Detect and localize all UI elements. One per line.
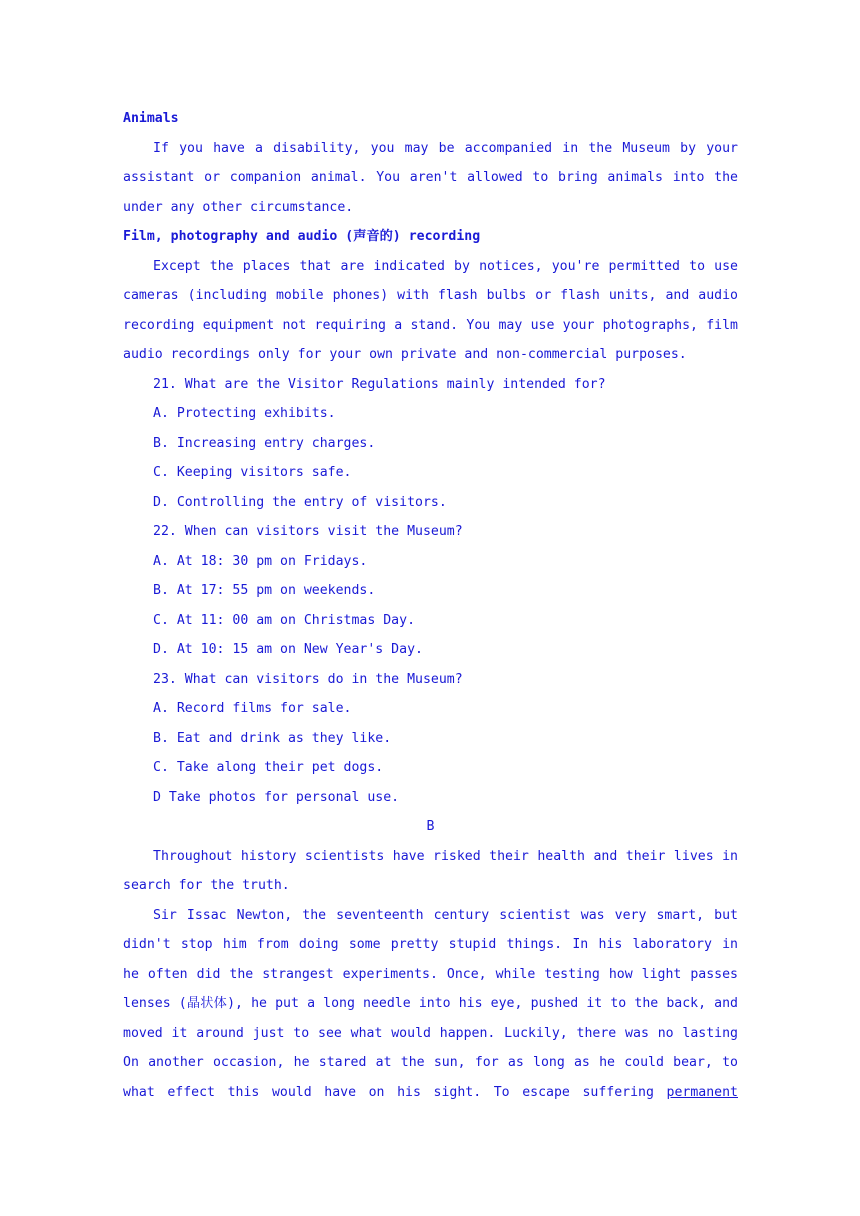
section-label-b: B	[426, 819, 435, 834]
answer-option: A. Record films for sale.	[153, 701, 352, 716]
paragraph-line: cameras (including mobile phones) with flash bulbs or flash units, and audio	[123, 288, 738, 303]
answer-option: D. At 10: 15 am on New Year's Day.	[153, 642, 423, 657]
answer-option: A. At 18: 30 pm on Fridays.	[153, 553, 368, 569]
question-stem: 23. What can visitors do in the Museum?	[153, 671, 463, 687]
section-heading-film: Film, photography and audio (声音的) recording	[123, 229, 481, 244]
answer-option: B. Eat and drink as they like.	[153, 730, 392, 746]
answer-option: C. Take along their pet dogs.	[153, 760, 384, 775]
section-heading-animals: Animals	[123, 111, 179, 126]
paragraph-line: search for the truth.	[123, 878, 290, 893]
paragraph-line: he often did the strangest experiments. Once, while testing how light passes	[123, 966, 738, 982]
paragraph-line: lenses (晶状体), he put a long needle into his eye, pushed it to the back, and	[123, 996, 738, 1011]
paragraph-line: moved it around just to see what would happen. Luckily, there was no lasting	[123, 1025, 738, 1041]
question-stem: 21. What are the Visitor Regulations mainly intended for?	[153, 376, 606, 392]
paragraph-line: under any other circumstance.	[123, 199, 354, 215]
paragraph-line: Throughout history scientists have risked their health and their lives in	[153, 848, 738, 864]
paragraph-line: recording equipment not requiring a stand. You may use your photographs, film	[123, 317, 738, 333]
paragraph-line: Sir Issac Newton, the seventeenth century scientist was very smart, but	[153, 907, 738, 923]
answer-option: D. Controlling the entry of visitors.	[153, 494, 447, 510]
answer-option: C. At 11: 00 am on Christmas Day.	[153, 612, 416, 628]
answer-option: C. Keeping visitors safe.	[153, 465, 352, 480]
paragraph-line: Except the places that are indicated by notices, you're permitted to use	[153, 258, 738, 274]
text-run: what effect this would have on his sight. To escape suffering	[123, 1084, 654, 1100]
paragraph-line: On another occasion, he stared at the sun, for as long as he could bear, to	[123, 1055, 738, 1070]
question-stem: 22. When can visitors visit the Museum?	[153, 524, 463, 539]
paragraph-line: If you have a disability, you may be accompanied in the Museum by your	[153, 140, 738, 156]
answer-option: B. Increasing entry charges.	[153, 435, 376, 451]
paragraph-line-last	[123, 1078, 738, 1108]
document-page	[123, 104, 738, 1107]
answer-option: D Take photos for personal use.	[153, 789, 400, 805]
answer-option: A. Protecting exhibits.	[153, 406, 336, 421]
paragraph-line: assistant or companion animal. You aren't allowed to bring animals into the	[123, 170, 738, 185]
paragraph-line: didn't stop him from doing some pretty stupid things. In his laboratory in	[123, 937, 738, 952]
underlined-word: permanent	[666, 1084, 738, 1100]
paragraph-line: audio recordings only for your own private and non-commercial purposes.	[123, 347, 687, 362]
answer-option: B. At 17: 55 pm on weekends.	[153, 583, 376, 598]
